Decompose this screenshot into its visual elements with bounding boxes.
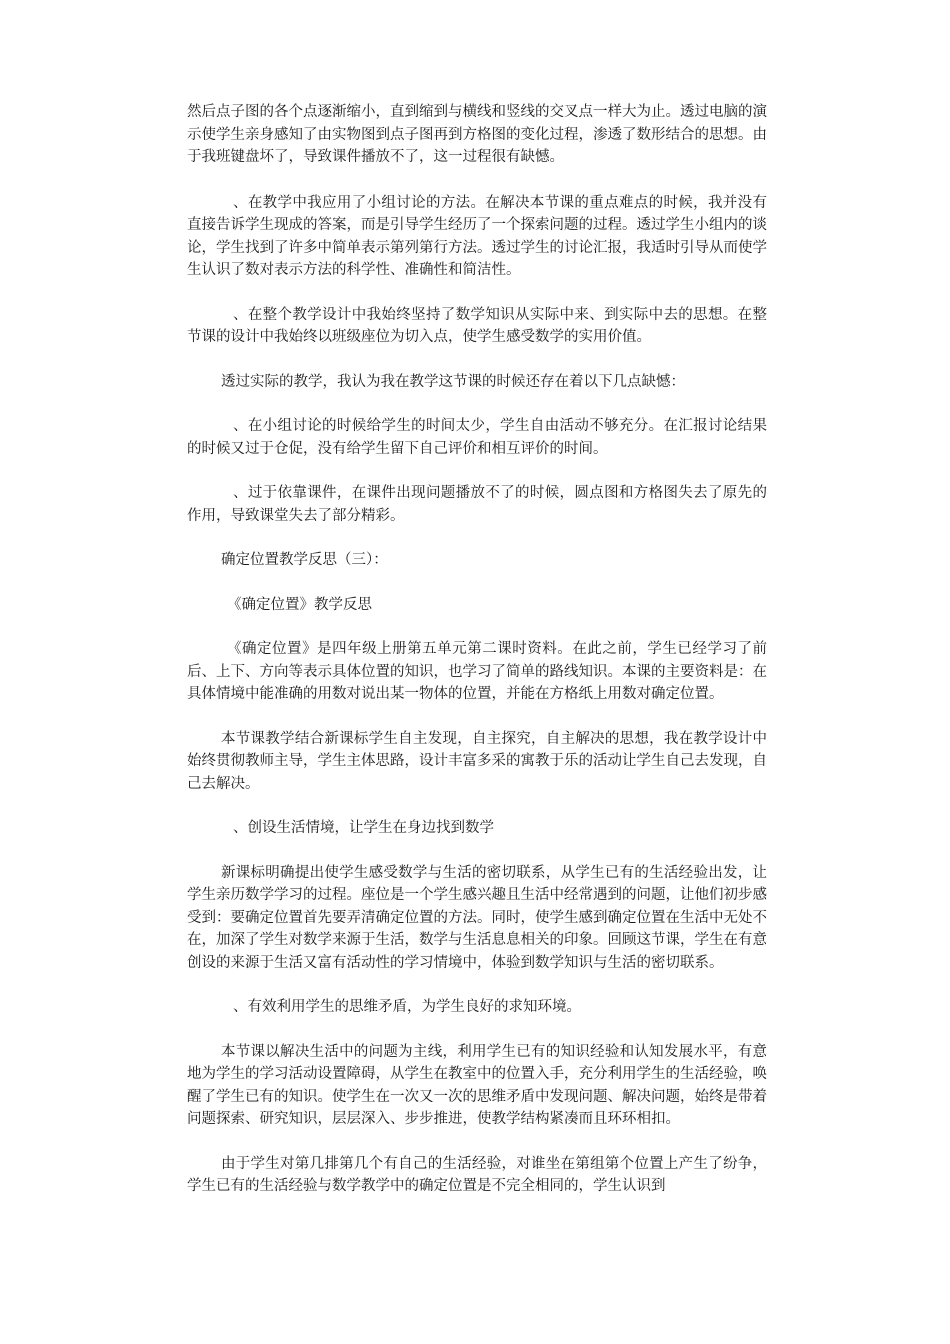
paragraph: 、在小组讨论的时候给学生的时间太少，学生自由活动不够充分。在汇报讨论结果的时候又过于仓促，没有给学生留下自己评价和相互评价的时间。	[187, 418, 767, 457]
paragraph: 本节课以解决生活中的问题为主线，利用学生已有的知识经验和认知发展水平，有意地为学生的学习活动设置障碍，从学生在教室中的位置入手，充分利用学生的生活经验，唤醒了学生已有的知识。使学生在一次又一次的思维矛盾中发现问题、解决问题，始终是带着问题探索、研究知识，层层深入、步步推进，使教学结构紧凑而且环环相扣。	[187, 1043, 767, 1127]
paragraph: 《确定位置》是四年级上册第五单元第二课时资料。在此之前，学生已经学习了前后、上下、方向等表示具体位置的知识，也学习了简单的路线知识。本课的主要资料是：在具体情境中能准确的用数对说出某一物体的位置，并能在方格纸上用数对确定位置。	[187, 641, 767, 702]
subheading: 、创设生活情境，让学生在身边找到数学	[233, 820, 494, 836]
document-body	[187, 101, 767, 1220]
paragraph: 新课标明确提出使学生感受数学与生活的密切联系，从学生已有的生活经验出发，让学生亲历数学学习的过程。座位是一个学生感兴趣且生活中经常遇到的问题，让他们初步感受到：要确定位置首先要弄清确定位置的方法。同时，使学生感到确定位置在生活中无处不在，加深了学生对数学来源于生活，数学与生活息息相关的印象。回顾这节课，学生在有意创设的来源于生活又富有活动性的学习情境中，体验到数学知识与生活的密切联系。	[187, 864, 767, 971]
paragraph: 透过实际的教学，我认为我在教学这节课的时候还存在着以下几点缺憾：	[221, 373, 685, 390]
paragraph: 本节课教学结合新课标学生自主发现，自主探究，自主解决的思想，我在教学设计中始终贯彻教师主导，学生主体思路，设计丰富多采的寓教于乐的活动让学生自己去发现，自己去解决。	[187, 730, 767, 792]
paragraph: 、过于依靠课件，在课件出现问题播放不了的时候，圆点图和方格图失去了原先的作用，导致课堂失去了部分精彩。	[187, 485, 767, 524]
section-heading: 确定位置教学反思（三）：	[221, 552, 388, 568]
paragraph: 、在整个教学设计中我始终坚持了数学知识从实际中来、到实际中去的思想。在整节课的设计中我始终以班级座位为切入点，使学生感受数学的实用价值。	[187, 306, 767, 345]
paragraph: 由于学生对第几排第几个有自己的生活经验，对谁坐在第组第个位置上产生了纷争，学生已有的生活经验与数学教学中的确定位置是不完全相同的，学生认识到	[187, 1155, 767, 1194]
subheading: 、有效利用学生的思维矛盾，为学生良好的求知环境。	[233, 999, 581, 1015]
paragraph: 、在教学中我应用了小组讨论的方法。在解决本节课的重点难点的时候，我并没有直接告诉学生现成的答案，而是引导学生经历了一个探索问题的过程。透过学生小组内的谈论，学生找到了许多中简单表示第列第行方法。透过学生的讨论汇报，我适时引导从而使学生认识了数对表示方法的科学性、准确性和简洁性。	[187, 194, 767, 278]
paragraph: 然后点子图的各个点逐渐缩小，直到缩到与横线和竖线的交叉点一样大为止。透过电脑的演示使学生亲身感知了由实物图到点子图再到方格图的变化过程，渗透了数形结合的思想。由于我班键盘坏了，导致课件播放不了，这一过程很有缺憾。	[187, 104, 767, 165]
section-title: 《确定位置》教学反思	[227, 596, 372, 613]
